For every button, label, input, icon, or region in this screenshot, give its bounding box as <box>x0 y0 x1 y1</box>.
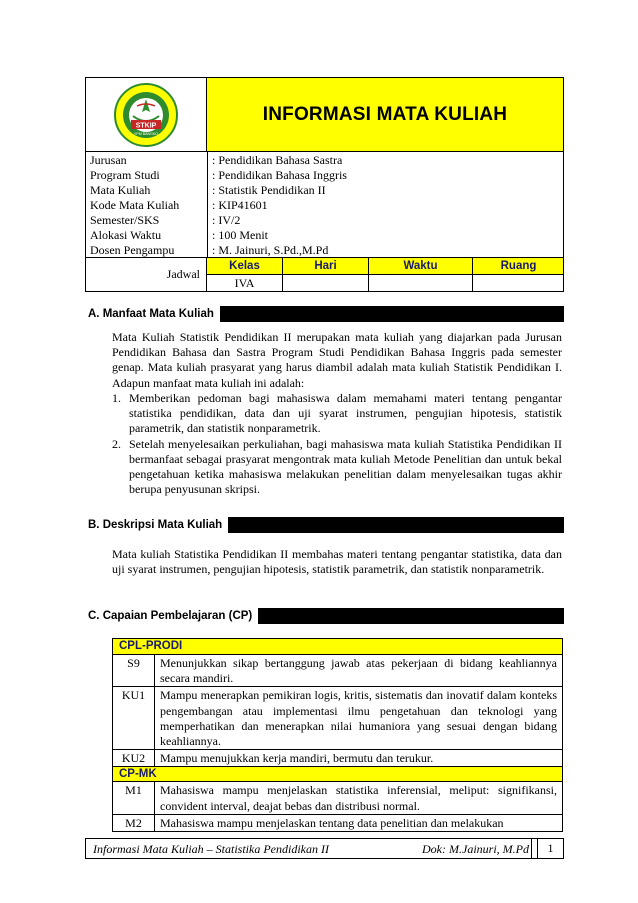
schedule-cell: IVA <box>207 275 283 291</box>
cp-code: S9 <box>113 655 155 686</box>
cp-text: Mampu menujukkan kerja mandiri, bermutu dan terukur. <box>160 751 434 766</box>
cp-code: M2 <box>113 815 155 831</box>
list-text: Memberikan pedoman bagi mahasiswa dalam memahami materi tentang pengantar statistika pendidikan, data dan uji syarat instrumen, pengujian hipotesis, statistik parametrik, dan statistik nonparametrik. <box>129 391 562 436</box>
list-number: 1. <box>112 391 121 405</box>
cp-code: KU1 <box>113 687 155 749</box>
cp-text: Menunjukkan sikap bertanggung jawab atas pekerjaan di bidang keahliannya secara mandiri. <box>160 656 557 686</box>
schedule-header-cell: Hari <box>283 258 369 274</box>
table-row <box>113 814 562 831</box>
cp-text: Mahasiswa mampu menjelaskan statistika inferensial, meliput: signifikansi, convident interval, deajat bebas dan distribusi normal. <box>160 783 557 813</box>
info-label: Alokasi Waktu <box>90 228 162 242</box>
logo-cell <box>86 78 207 151</box>
schedule-cell <box>369 275 473 291</box>
table-row <box>113 781 562 813</box>
info-labels <box>90 153 208 258</box>
info-value: : Statistik Pendidikan II <box>212 183 326 197</box>
info-label: Semester/SKS <box>90 213 160 227</box>
table-row <box>113 749 562 766</box>
footer-title: Informasi Mata Kuliah – Statistika Pendidikan II <box>93 842 329 856</box>
schedule-label: Jadwal <box>86 258 207 291</box>
title-cell <box>207 78 563 151</box>
list-number: 2. <box>112 436 121 451</box>
section-b-text: Mata kuliah Statistika Pendidikan II membahas materi tentang pengantar statistika, data dan uji syarat instrumen, pengujian hipotesis, statistik parametrik, dan statistik nonparametrik. <box>112 547 562 577</box>
section-a-bar <box>85 306 564 322</box>
list-item <box>112 391 562 437</box>
info-value: : Pendidikan Bahasa Inggris <box>212 168 347 182</box>
info-values <box>212 153 347 258</box>
cp-text: Mampu menerapkan pemikiran logis, kritis, sistematis dan inovatif dalam konteks pengembangan atau implementasi ilmu pengetahuan dan teknologi yang memperhatikan dan menerapkan nilai humaniora yang sesuai dengan bidang keahliannya. <box>160 688 557 749</box>
schedule-header-cell: Waktu <box>369 258 473 274</box>
cp-table <box>112 638 563 832</box>
cp-code: KU2 <box>113 750 155 766</box>
table-row <box>113 654 562 686</box>
schedule-header-row <box>207 258 563 275</box>
info-label: Jurusan <box>90 153 127 167</box>
header-block <box>85 77 564 152</box>
info-value: : IV/2 <box>212 213 241 227</box>
section-a-heading: A. Manfaat Mata Kuliah <box>85 306 220 322</box>
section-b-heading: B. Deskripsi Mata Kuliah <box>85 517 228 533</box>
cp-code: M1 <box>113 782 155 813</box>
info-value: : KIP41601 <box>212 198 268 212</box>
logo-label: STKIP <box>135 122 157 129</box>
info-value: : M. Jainuri, S.Pd.,M.Pd <box>212 243 329 257</box>
list-item <box>112 437 562 498</box>
section-b-bar <box>85 517 564 533</box>
schedule-table <box>85 258 564 292</box>
info-label: Mata Kuliah <box>90 183 151 197</box>
section-a-list <box>112 391 562 497</box>
table-row <box>113 686 562 749</box>
schedule-cell <box>473 275 564 291</box>
section-c-bar <box>85 608 564 624</box>
footer-author: Dok: M.Jainuri, M.Pd <box>422 842 529 856</box>
info-label: Kode Mata Kuliah <box>90 198 180 212</box>
section-a-intro: Mata Kuliah Statistik Pendidikan II merupakan mata kuliah yang diajarkan pada Jurusan Pendidikan Bahasa dan Sastra Program Studi Pendidikan Bahasa Inggris pada semester genap. Mata kuliah prasyarat yang harus diambil adalah mata kuliah Statistik Pendidikan I. Adapun manfaat mata kuliah ini adalah: <box>112 330 562 390</box>
logo-sublabel: YPM BANGKO <box>133 131 159 136</box>
info-label: Program Studi <box>90 168 160 182</box>
info-value: : 100 Menit <box>212 228 268 242</box>
cpl-heading: CPL-PRODI <box>113 639 562 654</box>
section-c-heading: C. Capaian Pembelajaran (CP) <box>85 608 258 624</box>
schedule-value-row <box>207 275 563 291</box>
cpmk-heading: CP-MK <box>113 766 562 781</box>
cp-text: Mahasiswa mampu menjelaskan tentang data penelitian dan melakukan <box>160 815 504 830</box>
schedule-header-cell: Kelas <box>207 258 283 274</box>
course-info-table <box>85 152 564 258</box>
info-value: : Pendidikan Bahasa Sastra <box>212 153 343 167</box>
schedule-cell <box>283 275 369 291</box>
page-number: 1 <box>537 839 563 858</box>
page-footer <box>85 838 564 859</box>
info-divider <box>207 152 209 258</box>
list-text: Setelah menyelesaikan perkuliahan, bagi mahasiswa mata kuliah Statistika Pendidikan II bermanfaat sebagai prasyarat mengontrak mata kuliah Metode Penelitian dan untuk bekal pengetahuan ketika mahasiswa melakukan penelitian dalam menyelesaikan tugas akhir berupa penyusunan skripsi. <box>129 436 562 497</box>
page-title: INFORMASI MATA KULIAH <box>262 103 508 125</box>
info-label: Dosen Pengampu <box>90 243 175 257</box>
schedule-header-cell: Ruang <box>500 260 537 272</box>
institution-logo <box>111 82 181 148</box>
